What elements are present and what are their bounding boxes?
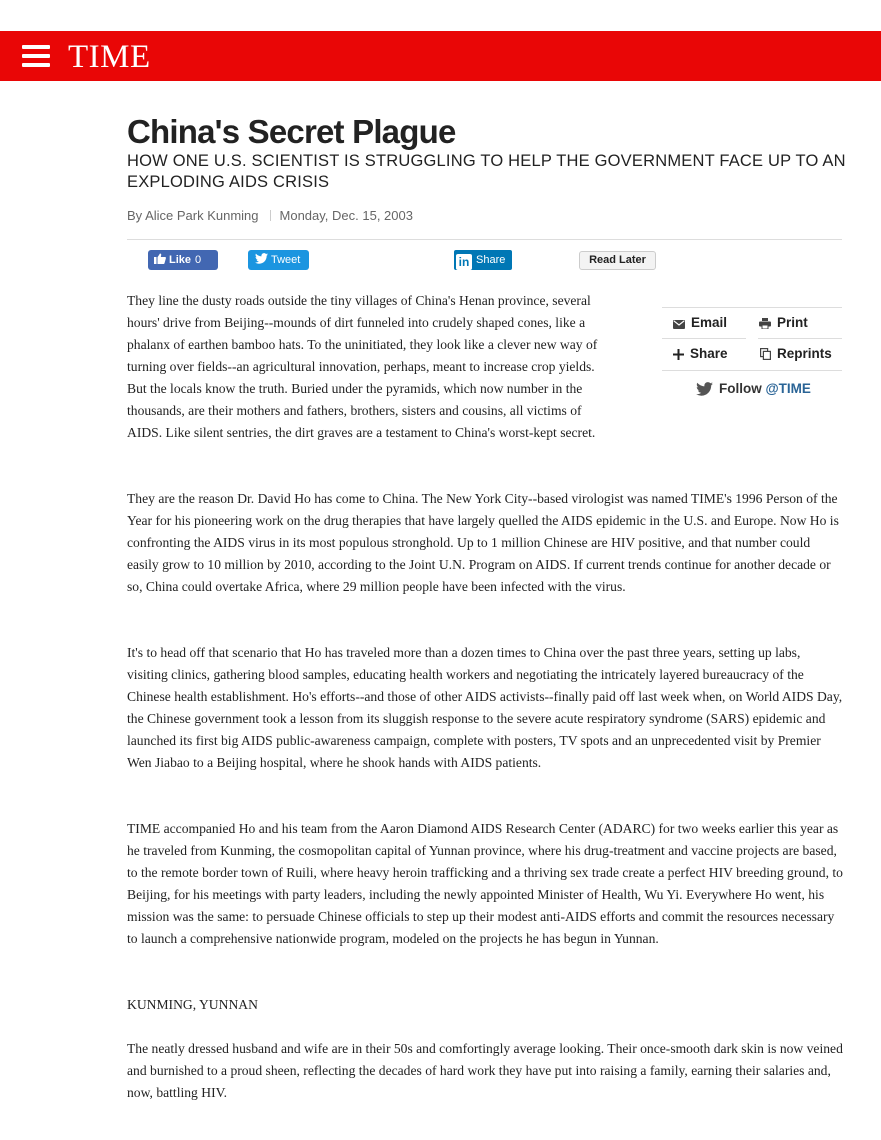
- linkedin-share-label: Share: [476, 254, 506, 266]
- article-paragraph-1: They line the dusty roads outside the tiny villages of China's Henan province, several hours' drive from Beijing--mounds of dirt funneled into crudely shaped cones, like a phalanx of earthen bamboo hats. To the uninitiated, they look like a clever new way of turning over fields--an agricultural innovation, perhaps, meant to increase crop yields. But the locals know the truth. Buried under the pyramids, which now number in the thousands, are their mothers and fathers, brothers, sisters and cousins, all victims of AIDS. Like silent sentries, the dirt graves are a testament to China's worst-kept secret.: [127, 293, 598, 440]
- thumbs-up-icon: [154, 253, 166, 264]
- printer-icon: [759, 318, 771, 329]
- share-bar-divider: [127, 239, 842, 240]
- article-paragraph-4: TIME accompanied Ho and his team from the Aaron Diamond AIDS Research Center (ADARC) for two weeks earlier this year as he traveled from Kunming, the cosmopolitan capital of Yunnan province, where his drug-treatment and vaccine projects are based, to the remote border town of Ruili, where heavy heroin trafficking and a thriving sex trade create a perfect HIV breeding ground, to Beijing, for his meetings with party leaders, including the newly appointed Minister of Health, Wu Yi. Everywhere Ho went, his mission was the same: to persuade Chinese officials to step up their modest anti-AIDS efforts and commit the resources necessary to launch a comprehensive nationwide program, modeled on the projects he has begun in Yunnan.: [127, 821, 843, 946]
- facebook-like-count: 0: [195, 254, 202, 266]
- tweet-label: Tweet: [271, 254, 301, 266]
- time-logo[interactable]: TIME: [68, 39, 151, 75]
- author[interactable]: By Alice Park Kunming: [127, 208, 259, 223]
- menu-icon[interactable]: [22, 45, 50, 67]
- article-paragraph-5: The neatly dressed husband and wife are in their 50s and comfortingly average looking. Their once-smooth dark skin is now veined and burnished to a proud sheen, reflecting the decades of hard work they have put into raising a family, earning their salaries and, now, battling HIV.: [127, 1041, 843, 1100]
- facebook-like-button[interactable]: [148, 250, 218, 270]
- copy-icon: [760, 348, 771, 360]
- twitter-bird-icon: [255, 253, 268, 264]
- article-paragraph-2: They are the reason Dr. David Ho has come to China. The New York City--based virologist was named TIME's 1996 Person of the Year for his pioneering work on the drug therapies that have largely quelled the AIDS epidemic in the U.S. and Europe. Now Ho is confronting the AIDS virus in its most populous stronghold. Up to 1 million Chinese are HIV positive, and that number could easily grow to 10 million by 2010, according to the Joint U.N. Program on AIDS. If current trends continue for another decade or so, China could overtake Africa, where 29 million people have been infected with the virus.: [127, 491, 839, 594]
- share-tools-top-divider: [662, 307, 842, 308]
- share-tools-mid-divider-right: [758, 338, 842, 339]
- article-deck: HOW ONE U.S. SCIENTIST IS STRUGGLING TO HELP THE GOVERNMENT FACE UP TO AN EXPLODING AIDS CRISIS: [127, 152, 846, 191]
- read-later-button[interactable]: Read Later: [579, 251, 656, 270]
- linkedin-share-button[interactable]: [454, 250, 512, 270]
- plus-icon: [673, 349, 684, 360]
- twitter-bird-icon: [696, 382, 713, 396]
- email-link[interactable]: Email: [673, 314, 727, 332]
- reprints-link[interactable]: Reprints: [760, 345, 832, 363]
- tweet-button[interactable]: [248, 250, 309, 270]
- linkedin-icon: in: [456, 254, 472, 270]
- byline: [127, 207, 413, 225]
- publish-date: Monday, Dec. 15, 2003: [279, 208, 413, 223]
- article-title: China's Secret Plague: [127, 113, 456, 150]
- byline-divider: [270, 210, 271, 221]
- article-paragraph-3: It's to head off that scenario that Ho has traveled more than a dozen times to China over the past three years, setting up labs, visiting clinics, gathering blood samples, educating health workers and negotiating the intricately layered bureaucracy of the Chinese health establishment. Ho's efforts--and those of other AIDS activists--finally paid off last week when, on World AIDS Day, the Chinese government took a lesson from its sluggish response to the severe acute respiratory syndrome (SARS) epidemic and launched its first big AIDS public-awareness campaign, complete with posters, TV spots and an unprecedented visit by Premier Wen Jiabao to a Beijing hospital, where he shook hands with AIDS patients.: [127, 645, 843, 770]
- site-header: [0, 31, 881, 81]
- twitter-handle: @TIME: [765, 381, 811, 396]
- envelope-icon: [673, 320, 685, 329]
- share-tools-mid-divider-left: [662, 338, 746, 339]
- section-dateline: KUNMING, YUNNAN: [127, 997, 258, 1012]
- share-link[interactable]: Share: [673, 345, 728, 363]
- follow-time-twitter[interactable]: Follow @TIME: [696, 380, 811, 398]
- print-link[interactable]: Print: [759, 314, 808, 332]
- facebook-like-label: Like: [169, 254, 192, 266]
- share-tools-bottom-divider: [662, 370, 842, 371]
